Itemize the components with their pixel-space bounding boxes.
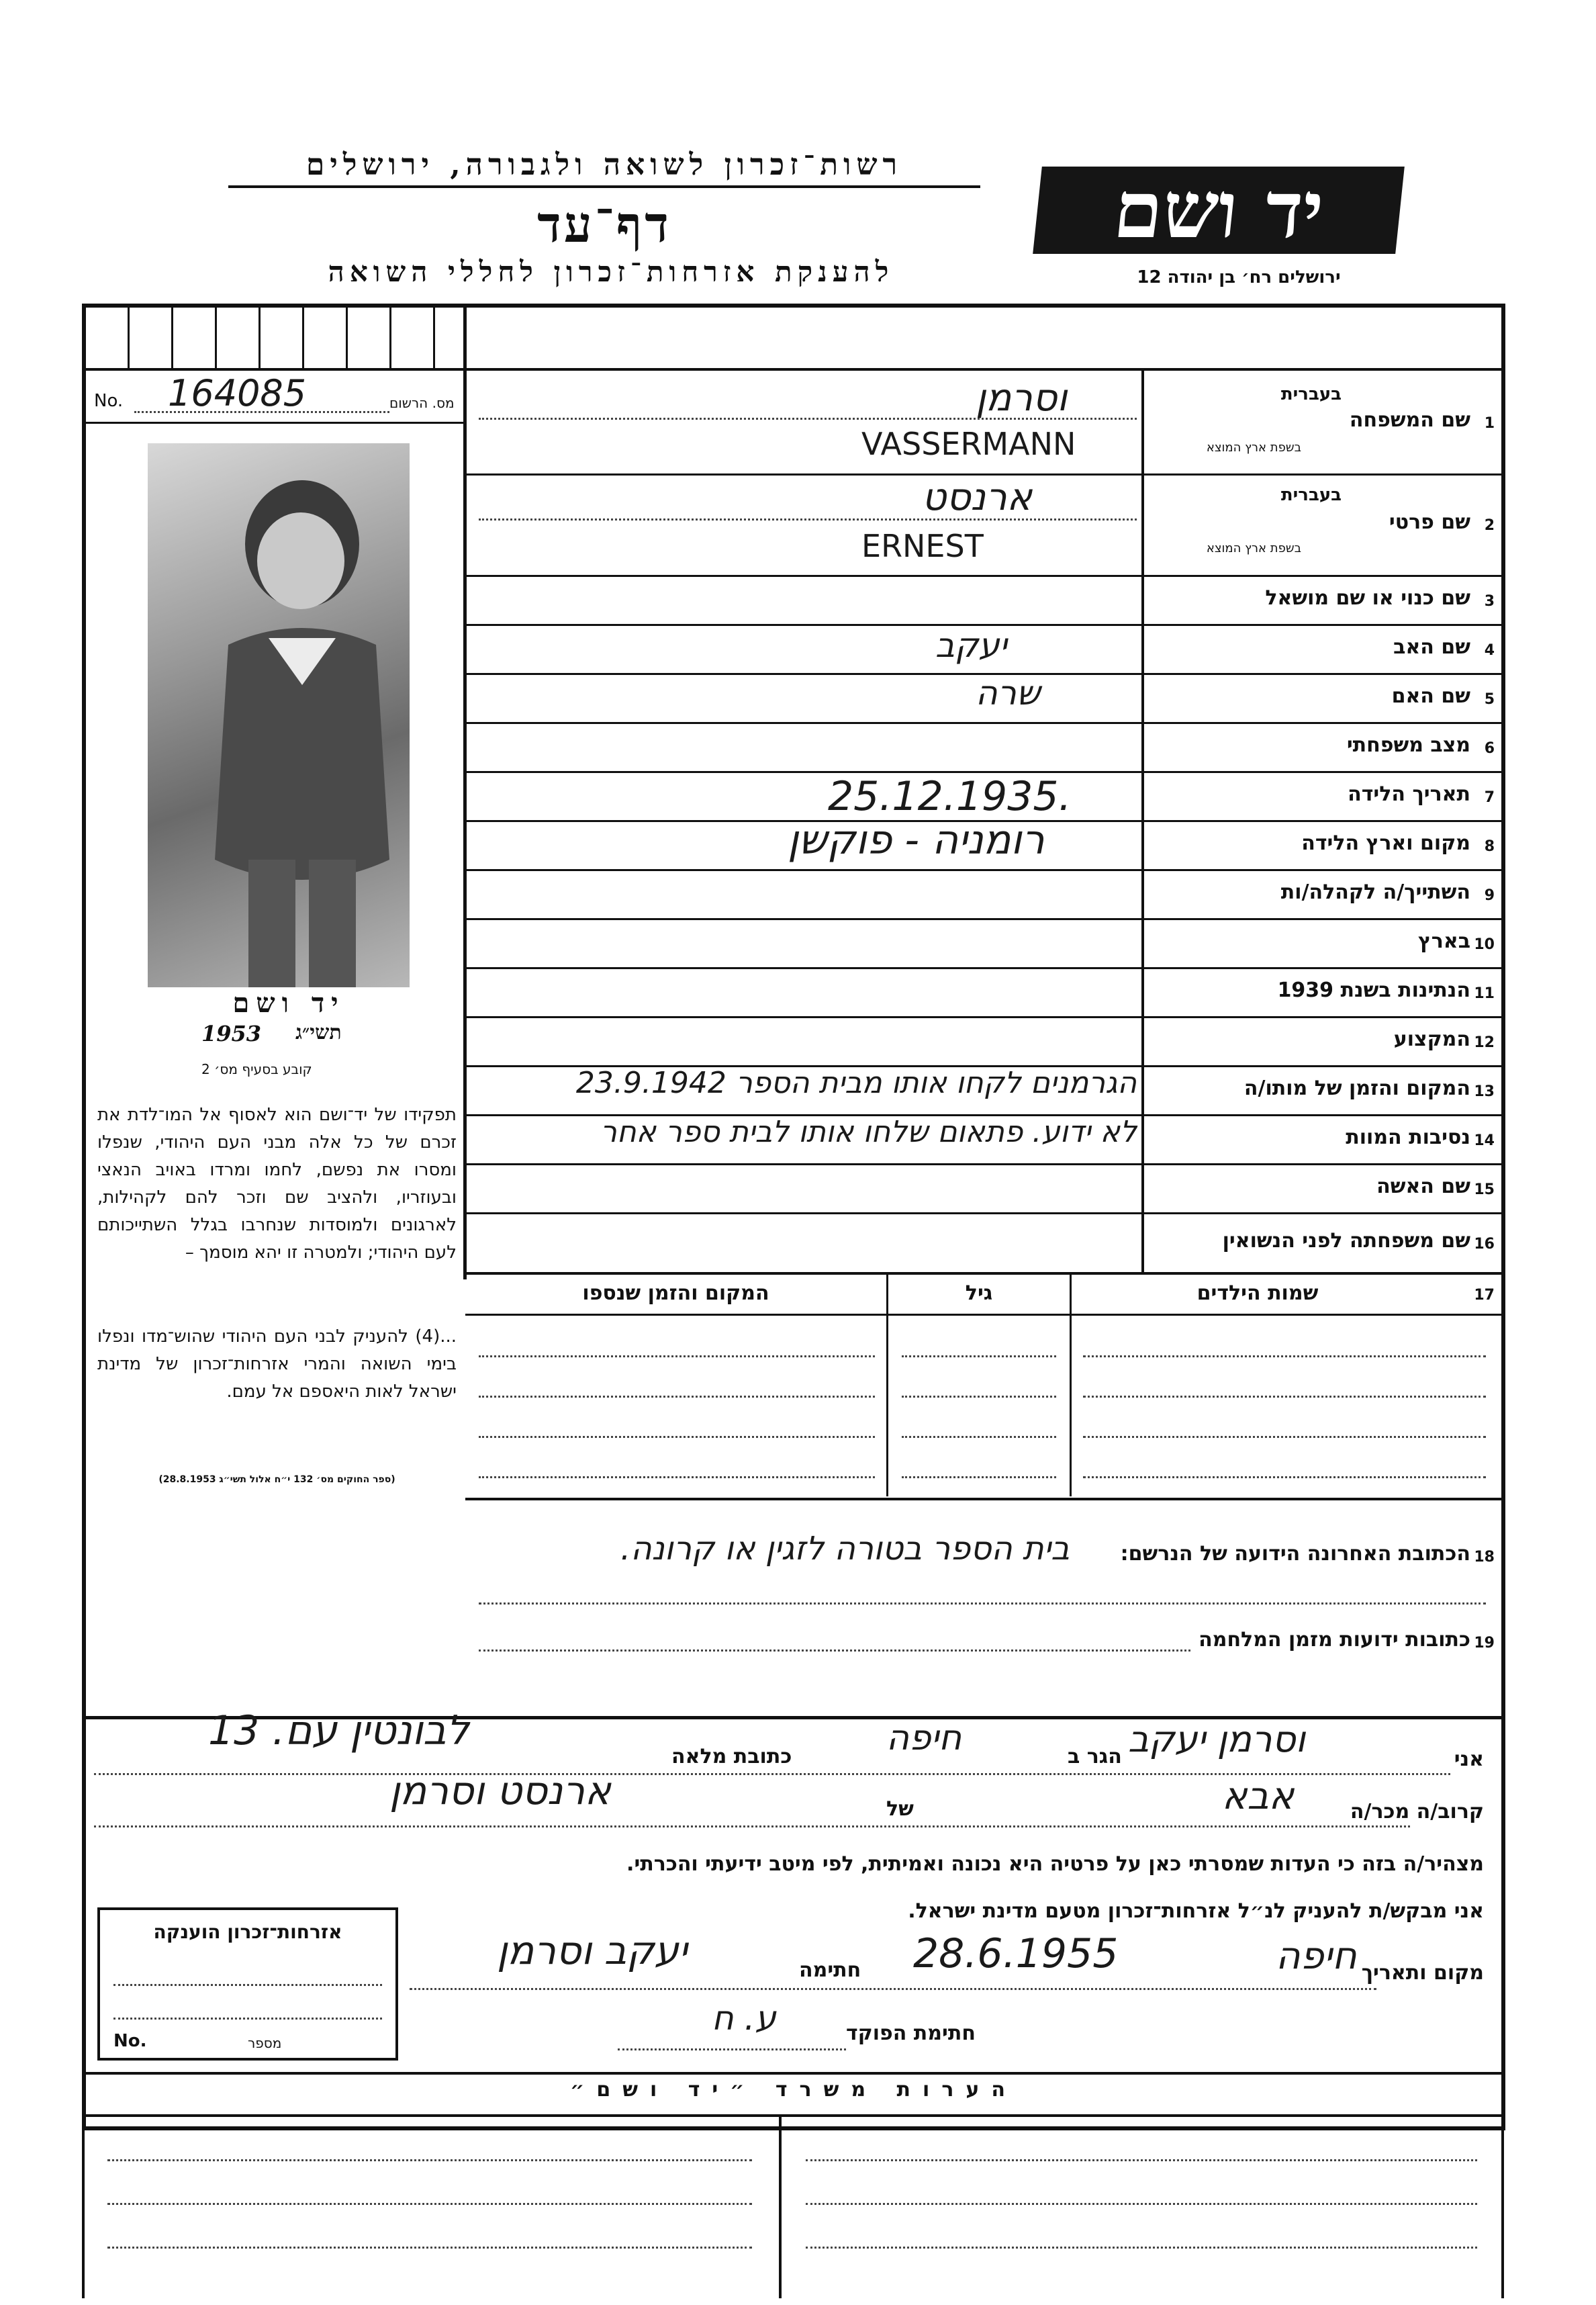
field-15-wife-name: 15 שם האשה <box>1376 1175 1495 1198</box>
field-7-birth-date: 7 תאריך הלידה 25.12.1935. <box>828 773 1495 820</box>
declarant-city: חיפה <box>886 1718 962 1758</box>
field-1-surname: 1 שם המשפחה בעברית בשפת ארץ המוצא וסרמן VASSERMANN <box>465 371 1503 475</box>
notes-line <box>107 2159 752 2161</box>
citizenship-stamp-box: אזרחות־זכרון הוענקה No. מספר <box>97 1907 398 2061</box>
law-citation: (ספר החוקים מס׳ 132 י״ח אלול תשי״ג 28.8.1953) <box>158 1474 395 1485</box>
yad-vashem-logo: יד ושם <box>1033 167 1405 254</box>
field-4-father-name: 4 שם האב יעקב <box>935 626 1495 665</box>
reg-no-value: 164085 <box>168 372 307 414</box>
notes-column-divider <box>779 2117 782 2298</box>
notes-bottom-line <box>82 2114 1505 2117</box>
officer-signature: ע. ח <box>712 1999 776 2038</box>
seal-year: 1953 <box>201 1021 262 1046</box>
children-age-header: גיל <box>965 1281 993 1305</box>
seal-year-heb: תשי״ג <box>295 1021 342 1044</box>
field-8-birth-place: 8 מקום וארץ הלידה רומניה - פוקשן <box>788 817 1495 864</box>
field-6-marital-status: 6 מצב משפחתי <box>1346 733 1495 757</box>
reg-no-label: No. <box>94 391 124 411</box>
notes-line <box>107 2203 752 2205</box>
law-paragraph-1: תפקידו של יד־ושם הוא לאסוף אל המו־לדת את זכרם של כל אלה מבני העם היהודי, שנפלו ומסרו את נפשם, לחמו ומרדו באויב הנאצי ובעוזריו, ולהציב שם וזכר להם לקהילות, לארגונים ולמוסדות שנחרבו בגלל השתייכותם לעם היהודי; ולמטרה זו יהא מוסמך – <box>97 1105 457 1263</box>
notes-line <box>107 2247 752 2249</box>
date-value: 28.6.1955 <box>913 1930 1119 1977</box>
field-13-place-time-of-death: 13 המקום והזמן של מותו/ה הגרמנים לקחו אותו מבית הספר 23.9.1942 <box>575 1066 1495 1100</box>
children-names-header: שמות הילדים <box>1196 1281 1319 1305</box>
surname-latin-value: VASSERMANN <box>861 426 1076 462</box>
children-place-header: המקום והזמן שנספו <box>582 1281 769 1305</box>
children-table: 17 שמות הילדים גיל המקום והזמן שנספו <box>465 1275 1503 1500</box>
child-portrait-icon <box>148 443 410 987</box>
declaration-statement-2: אני מבקש/ת להעניק לנ״ל אזרחות־זכרון מטעם מדינת ישראל. <box>908 1899 1484 1923</box>
reg-line <box>86 422 465 424</box>
frame-bottom <box>82 2126 1505 2130</box>
field-11-citizenship-1939: 11 הנתינות בשנת 1939 <box>1277 979 1495 1002</box>
field-9-community: 9 השתייך/ה לקהלה/ות <box>1280 880 1495 904</box>
notes-top-line <box>82 2072 1505 2075</box>
declaration-statement-1: מצהיר/ה בזה כי העדות שמסרתי כאן על פרטיה היא נכונה ואמיתית, לפי מיטב ידיעתי והכרתי. <box>626 1852 1484 1876</box>
declarant-name: וסרמן יעקב <box>1128 1718 1306 1760</box>
logo-address: ירושלים רח׳ בן יהודה 12 <box>1137 267 1341 287</box>
victim-name-declared: ארנסט וסרמן <box>389 1768 611 1813</box>
authority-underline <box>228 185 980 188</box>
relation-value: אבא <box>1222 1774 1295 1818</box>
field-10-country: 10 בארץ <box>1417 930 1495 953</box>
field-14-circumstances-of-death: 14 נסיבות המוות לא ידוע. פתאום שלחו אותו לבית ספר אחר <box>600 1115 1495 1149</box>
notes-line <box>806 2203 1477 2205</box>
field-3-nickname: 3 שם כנוי או שם מושאל <box>1265 586 1495 610</box>
law-paragraph-2: ...(4) להעניק לבני העם היהודי שהוש־מדו ונפלו בימי השואה והמרי אזרחות־זכרון של מדינת ישראל לאות היאספם אל עמם. <box>97 1326 457 1402</box>
notes-line <box>806 2247 1477 2249</box>
field-16-wife-maiden-name: 16 שם משפחתה לפני הנשואין <box>1222 1229 1495 1253</box>
last-address-value: בית הספר בטורה לזגין או קרונה. <box>620 1530 1070 1568</box>
last-address-label: הכתובת האחרונה הידועה של הנרשם: <box>1120 1542 1470 1566</box>
wartime-addresses-label: כתובות ידועות מזמן המלחמה <box>1199 1628 1470 1652</box>
address-section: 18 הכתובת האחרונה הידועה של הנרשם: בית הספר בטורה לזגין או קרונה. 19 כתובות ידועות מזמן המלחמה <box>465 1500 1503 1675</box>
form-title: דף־עד <box>537 196 671 254</box>
field-2-first-name: 2 שם פרטי בעברית בשפת ארץ המוצא ארנסט ERNEST <box>465 476 1503 576</box>
field-12-profession: 12 המקצוע <box>1393 1028 1495 1051</box>
seal-note: קובע בסעיף מס׳ 2 <box>201 1061 312 1077</box>
signature-section: מקום ותאריך חיפה 28.6.1955 חתימה יעקב וסרמן חתימת הפוקד ע. ח <box>403 1934 1491 2069</box>
frame-top <box>82 304 1505 308</box>
seal-name: יד ושם <box>232 987 345 1019</box>
form-subtitle: להענקת אזרחות־זכרון לחללי השואה <box>328 255 894 288</box>
notes-left-edge <box>82 2117 85 2298</box>
place-value: חיפה <box>1276 1934 1357 1978</box>
authority-heading: רשות־זכרון לשואה ולגבורה, ירושלים <box>306 148 903 182</box>
declarant-address: לבונטין עם. 13 <box>208 1707 469 1754</box>
office-notes-title: הערות משרד ״יד ושם״ <box>570 2078 1017 2101</box>
reg-no-label-heb: מס. הרשום <box>389 395 455 411</box>
notes-right-edge <box>1501 2117 1504 2298</box>
registration-number <box>94 372 457 416</box>
victim-photo <box>148 443 410 987</box>
notes-line <box>806 2159 1477 2161</box>
first-name-latin-value: ERNEST <box>861 528 984 564</box>
first-name-hebrew-value: ארנסט <box>922 476 1033 519</box>
surname-hebrew-value: וסרמן <box>976 376 1068 420</box>
declaration-section: אני וסרמן יעקב הגר ב חיפה כתובת מלאה לבונטין עם. 13 קרוב/ה מכר/ה אבא של ארנסט וסרמן מצהיר/ה בזה כי העדות שמסרתי כאן על פרטיה היא נכונה ואמיתית, לפי מיטב ידיעתי והכרתי. אני מבקש/ת להעניק לנ״ל אזרחות־זכרון מטעם מדינת ישראל. <box>94 1721 1491 2003</box>
field-5-mother-name: 5 שם האם שרה <box>976 674 1495 713</box>
frame-left <box>82 304 86 2130</box>
signature-value: יעקב וסרמן <box>497 1928 688 1973</box>
